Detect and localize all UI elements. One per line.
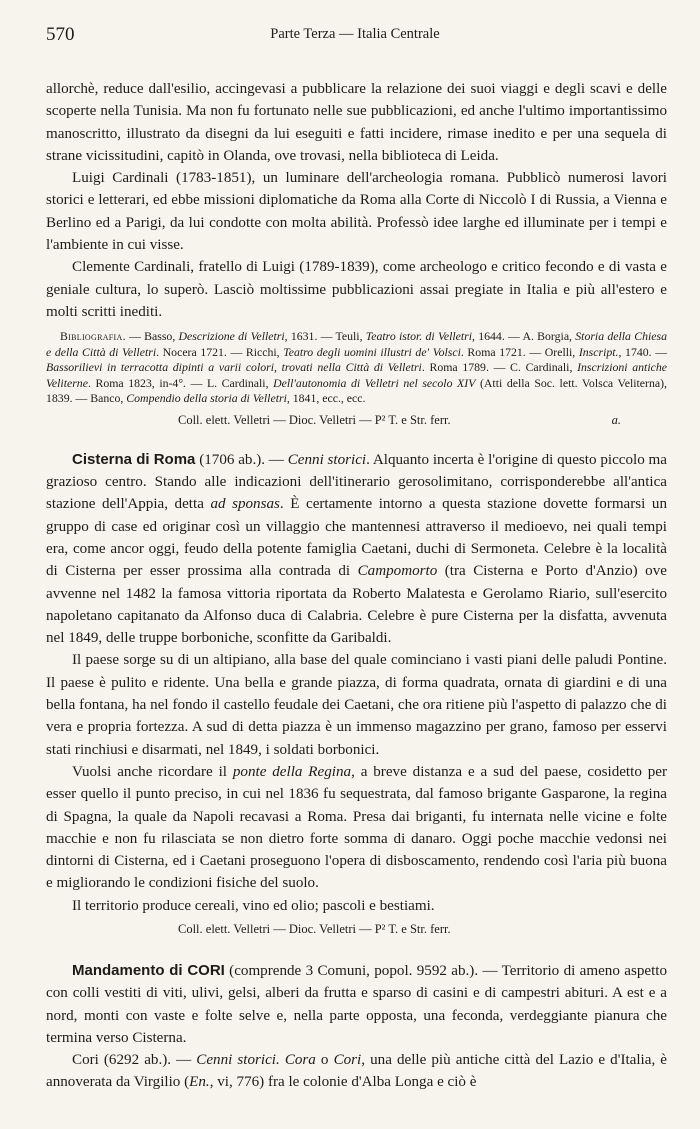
paragraph-territorio: Il territorio produce cereali, vino ed olio; pascoli e bestiami. [72,897,435,914]
paragraph-altipiano: Il paese sorge su di un altipiano, alla base del quale cominciano i vasti piani delle paludi Pontine. Il paese è pulito e ridente. Una bella e grande piazza, di forma quadrata, ornata di giardini e di una bella fontana, ha nel fondo il castello feudale dei Caetani, che ora ritiene più l'aspetto di palazzo che di vera e propria fortezza. A sud di detta piazza è un immenso magazzino per grano, famoso per esservi stati rinchiusi e disarmati, nel 1849, i soldati borbonici. [46,652,667,758]
bibliography: Bibliografia. — Basso, Descrizione di Velletri, 1631. — Teuli, Teatro istor. di Velletri, 1644. — A. Borgia, Storia della Chiesa e della Città di Velletri. Nocera 1721. — Ricchi, Teatro degli uomini illustri de' Volsci. Roma 1721. — Orelli, Inscript., 1740. — Bassorilievi in terracotta dipinti a varii colori, trovati nella Città di Velletri. Roma 1789. — C. Cardinali, Inscrizioni antiche Veliterne. Roma 1823, in-4°. — L. Cardinali, Dell'autonomia di Velletri nel secolo XIV (Atti della Soc. lett. Volsca Veliterna), 1839. — Banco, Compendio della storia di Velletri, 1841, ecc., ecc. [46,329,668,406]
paragraph-cori: Cori (6292 ab.). — Cenni storici. Cora o Cori, una delle più antiche città del Lazio e d'Italia, è annoverata da Virgilio (En., vi, 776) fra le colonie d'Alba Longa e ciò è [46,1052,667,1091]
section-letter: a. [611,412,621,427]
page-body [46,78,667,1094]
paragraph-leida: allorchè, reduce dall'esilio, accingevasi a pubblicare la relazione dei suoi viaggi e degli scavi e delle scoperte nella Tunisia. Ma non fu fortunato nelle sue pubblicazioni, ed anche l'ultimo importantissimo manoscritto, illustrato da disegni da lui eseguiti e fatti incidere, rimase inedito e per una sequela di strane vicissitudini, capitò in Olanda, ove trovasi, nella biblioteca di Leida. [46,81,667,164]
paragraph-clemente-cardinali: Clemente Cardinali, fratello di Luigi (1789-1839), come archeologo e critico fecondo e di vasta e geniale cultura, lo superò. Lasciò moltissime pubblicazioni assai pregiate in Italia e più all'estero e molti scritti inediti. [46,259,667,320]
collegio-line-velletri: Coll. elett. Velletri — Dioc. Velletri — P² T. e Str. ferr. a. [178,412,621,427]
page-header [46,24,664,46]
heading-cisterna: Cisterna di Roma [72,450,196,468]
collegio-line-cisterna: Coll. elett. Velletri — Dioc. Velletri — P² T. e Str. ferr. [178,922,451,936]
paragraph-luigi-cardinali: Luigi Cardinali (1783-1851), un luminare dell'archeologia romana. Pubblicò numerosi lavori storici e letterari, ed ebbe missioni diplomatiche da Roma alla Corte di Niccolò I di Russia, a Vienna e Berlino ed a Parigi, da lui condotte con molta abilità. Professò idee larghe ed illuminate per i tempi e l'ambiente in cui visse. [46,170,667,254]
paragraph-ponte-regina: Vuolsi anche ricordare il ponte della Regina, a breve distanza e a sud del paese, cosidetto per esser quello il punto preciso, in cui nel 1836 fu sequestrata, dal famoso brigante Gasparone, la regina di Spagna, la quale da Napoli recavasi a Roma. Presa dai briganti, fu internata nelle vicine e folte macchie e non fu rilasciata se non dietro forte somma di danaro. Oggi poche macchie vedonsi nei dintorni di Cisterna, ed i Caetani proseguono l'opera di disboscamento, rendendo così l'aria più buona e migliorando le condizioni fisiche del suolo. [46,763,668,892]
paragraph-cisterna: Cisterna di Roma (1706 ab.). — Cenni storici. Alquanto incerta è l'origine di questo piccolo ma grazioso centro. Stando alle indicazioni dell'itinerario gerosolimitano, corrisponderebbe all'antica stazione dell'Appia, detta ad sponsas. È certamente intorno a questa stazione dovette formarsi un gruppo di case ed originar così un villaggio che mantennesi attraverso il medioevo, nei quali tempi era, come ancor oggi, feudo della potente famiglia Caetani, duchi di Sermoneta. Celebre è la località di Cisterna per esser prossima alla contrada di Campomorto (tra Cisterna e Porto d'Anzio) ove avvenne nel 1482 la famosa vittoria riportata da Roberto Malatesta e Gerolamo Riario, sull'esercito napoletano capitanato da Alfonso duca di Calabria. Celebre è pure Cisterna per la disfatta, avvenuta nel 1849, delle truppe borboniche, sconfitte da Garibaldi. [46,450,667,647]
heading-mandamento-cori: Mandamento di CORI [72,962,225,979]
page-number: 570 [46,24,75,45]
running-title: Parte Terza — Italia Centrale [270,26,440,42]
bibliography-label: Bibliografia. [60,329,126,344]
paragraph-mandamento-cori: Mandamento di CORI (comprende 3 Comuni, popol. 9592 ab.). — Territorio di ameno aspetto con colli vestiti di viti, ulivi, gelsi, alberi da frutta e sparso di casini e di campestri abituri. A est e a nord, monti con vaste e folte selve e, nella parte opposta, una feconda, verdeggiante pianura che termina verso Cisterna. [46,962,667,1046]
